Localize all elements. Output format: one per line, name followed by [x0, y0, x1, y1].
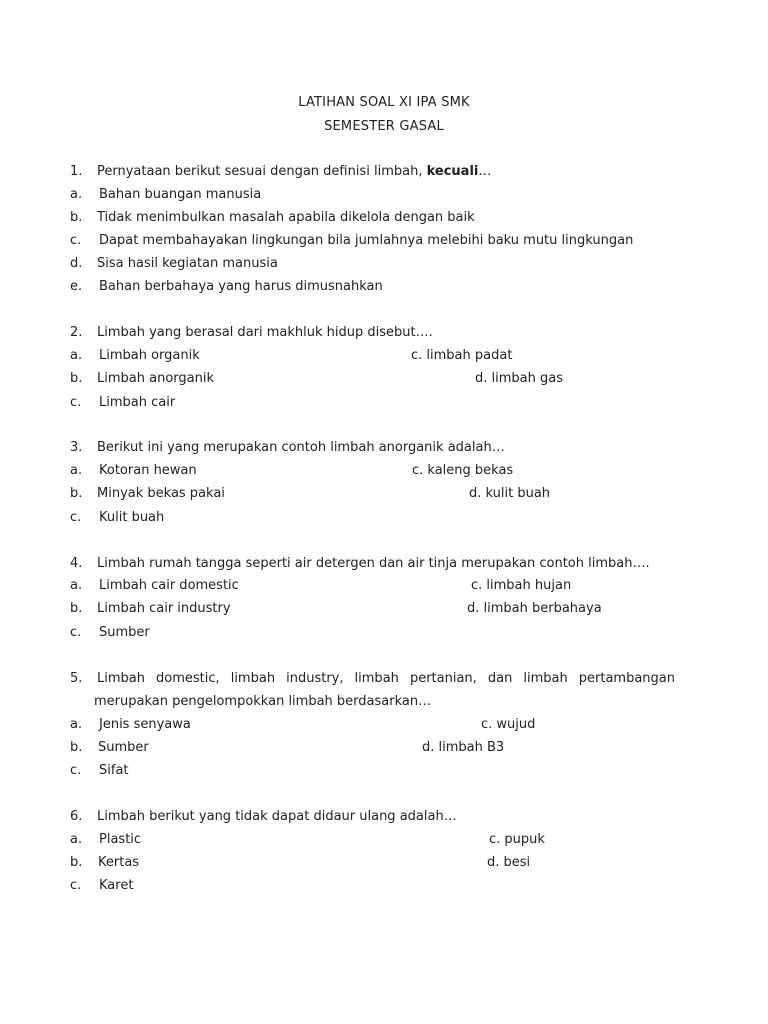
question-text: Limbah berikut yang tidak dapat didaur ulang adalah… [97, 809, 457, 824]
option-a: Jenis senyawa [99, 717, 191, 732]
document-title: LATIHAN SOAL XI IPA SMK [298, 95, 470, 110]
option-b: Limbah cair industry [97, 601, 231, 616]
question-number: 1. [70, 164, 83, 179]
option-c-left: Kulit buah [99, 510, 165, 525]
option-a: Kotoran hewan [99, 463, 197, 478]
option-c: c. limbah padat [411, 348, 513, 363]
question-text-continued: merupakan pengelompokkan limbah berdasarkan… [94, 694, 432, 709]
option-c: c. limbah hujan [471, 578, 572, 593]
question-text: Pernyataan berikut sesuai dengan definisi limbah, kecuali… [97, 164, 492, 179]
option-b: Kertas [98, 855, 140, 870]
option-c: c. pupuk [489, 832, 545, 847]
option-a: Limbah cair domestic [99, 578, 239, 593]
option-b: Limbah anorganik [97, 371, 214, 386]
option-d: d. limbah B3 [422, 740, 505, 755]
document-page: LATIHAN SOAL XI IPA SMK SEMESTER GASAL 1. Pernyataan berikut sesuai dengan definisi limbah, kecuali… a. Bahan buangan manusia b. Tidak menimbulkan masalah apabila dikelola dengan baik c. Dapat membahayakan lingkungan bila jumlahnya melebihi baku mutu lingkungan d. Sisa hasil kegiatan manusia e. Bahan berbahaya yang harus dimusnahkan 2. Limbah yang berasal dari makhluk hidup disebut…. a. Limbah organik c. limbah padat b. Limbah anorganik d. limbah gas c. Limbah cair 3. Berikut ini yang merupakan contoh limbah anorganik adalah… a. Kotoran hewan c. kaleng bekas b. Minyak bekas pakai d. kulit buah c. Kulit buah 4. Limbah rumah tangga seperti air detergen dan air tinja merupakan contoh limbah…. a. Limbah cair domestic c. limbah hujan b. Limbah cair industry d. limbah berbahaya c. Sumber 5. Limbah domestic, limbah industry, limbah pertanian, dan limbah pertambangan merupakan pengelompokkan limbah berdasarkan… a. Jenis senyawa c. wujud b. Sumber d. limbah B3 c. Sifat 6. Limbah berikut yang tidak dapat didaur ulang adalah… a. Plastic c. pupuk b. Kertas d. besi c. Karet [0, 0, 768, 1024]
option-c: c. kaleng bekas [412, 463, 514, 478]
option-b: Sumber [98, 740, 149, 755]
question-text: Limbah rumah tangga seperti air detergen dan air tinja merupakan contoh limbah…. [97, 556, 650, 571]
option-b: Minyak bekas pakai [97, 486, 225, 501]
option-c: c. wujud [481, 717, 536, 732]
document-subtitle: SEMESTER GASAL [324, 119, 444, 134]
option-c-left: Sifat [99, 763, 129, 778]
option-c-left: Sumber [99, 625, 150, 640]
option-a: Plastic [99, 832, 142, 847]
question-text: Berikut ini yang merupakan contoh limbah anorganik adalah… [97, 440, 505, 455]
option-d: d. limbah berbahaya [467, 601, 602, 616]
option-c-left: Limbah cair [99, 395, 176, 410]
option-a: Limbah organik [99, 348, 200, 363]
option-d: d. kulit buah [469, 486, 551, 501]
question-emphasis: kecuali [426, 164, 479, 179]
option-d: d. besi [487, 855, 531, 870]
question-text: Limbah yang berasal dari makhluk hidup disebut…. [97, 325, 433, 340]
option-c-left: Karet [99, 878, 134, 893]
question-text: Limbah domestic, limbah industry, limbah pertanian, dan limbah pertambangan [97, 671, 675, 686]
option-d: d. limbah gas [475, 371, 563, 386]
